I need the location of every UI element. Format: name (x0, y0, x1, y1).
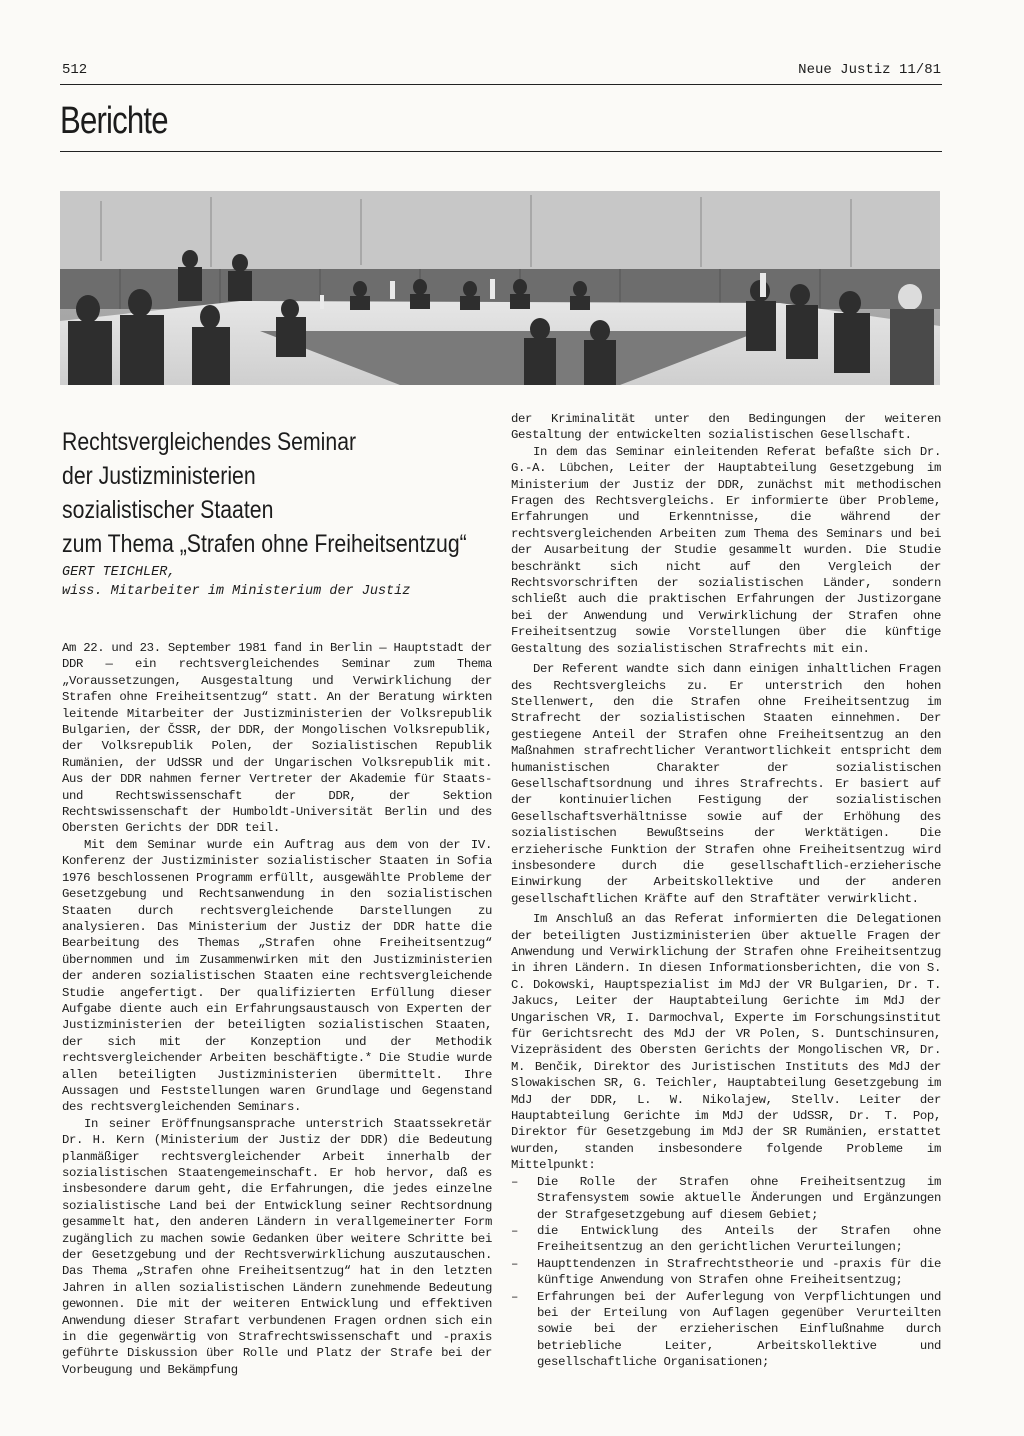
paragraph: In dem das Seminar einleitenden Referat befaßte sich Dr. G.-A. Lübchen, Leiter der Hauptabteilung Gesetzgebung im Ministerium der Justiz der DDR, zunächst mit methodischen Fragen des Rechtsvergleichs. Er informierte über Probleme, Erfahrungen und Erkenntnisse, die während der rechtsvergleichenden Arbeiten zum Thema des Seminars und bei der Ausarbeitung der Studie gesammelt wurden. Die Studie beschränkt sich nicht auf den Vergleich der Rechtsvorschriften der sozialistischen Länder, sondern schließt auch die praktischen Erfahrungen der Justizorgane bei der Anwendung und Verwirklichung der Strafen ohne Freiheitsentzug sowie Vorstellungen über die künftige Gestaltung des sozialistischen Strafrechts mit ein. (511, 444, 941, 656)
author-role: wiss. Mitarbeiter im Ministerium der Justiz (62, 584, 411, 599)
title-line: Rechtsvergleichendes Seminar (62, 428, 357, 456)
paragraph: Am 22. und 23. September 1981 fand in Berlin — Hauptstadt der DDR — ein rechtsvergleichendes Seminar zum Thema „Voraussetzungen, Ausgestaltung und Verwirklichung der Strafen ohne Freiheitsentzug“ statt. An der Beratung wirkten leitende Mitarbeiter der Justizministerien der Volksrepublik Bulgarien, der ČSSR, der DDR, der Mongolischen Volksrepublik, der Volksrepublik Polen, der Sozialistischen Republik Rumänien, der UdSSR und der Ungarischen Volksrepublik mit. Aus der DDR nahmen ferner Vertreter der Akademie für Staats- und Rechtswissenschaft der DDR, der Sektion Rechtswissenschaft der Humboldt-Universität Berlin und des Obersten Gerichts der DDR teil. (62, 641, 492, 836)
meeting-photo (60, 191, 940, 385)
paragraph: Mit dem Seminar wurde ein Auftrag aus dem von der IV. Konferenz der Justizminister sozialistischer Staaten in Sofia 1976 beschlossenen Programm erfüllt, ausgewählte Probleme der Gesetzgebung und Rechtsanwendung in den sozialistischen Staaten durch rechtsvergleichende Darstellungen zu analysieren. Das Ministerium der Justiz der DDR hatte die Bearbeitung des Themas „Strafen ohne Freiheitsentzug“ übernommen und im Zusammenwirken mit den Justizministerien der anderen sozialistischen Staaten eine rechtsvergleichende Studie angefertigt. Der qualifizierten Erfüllung dieser Aufgabe diente auch ein Erfahrungsaustausch von Experten der Justizministerien der beteiligten sozialistischen Staaten, der sich mit der Konzeption und der Methodik rechtsvergleichender Arbeiten beschäftigte.* Die Studie wurde allen beteiligten Justizministerien übermittelt. Ihre Aussagen und Feststellungen waren Grundlage und Gegenstand des rechtsvergleichenden Seminars. (62, 837, 492, 1115)
article-title (62, 425, 467, 561)
paragraph: der Kriminalität unter den Bedingungen der weiteren Gestaltung der entwickelten sozialistischen Gesellschaft. (511, 412, 941, 443)
list-item: – Haupttendenzen in Strafrechtstheorie und -praxis für die künftige Anwendung von Strafen ohne Freiheitsentzug; (511, 1256, 941, 1289)
journal-issue: Neue Justiz 11/81 (798, 62, 941, 78)
author-name: GERT TEICHLER, (62, 565, 176, 580)
page-number: 512 (62, 62, 88, 78)
author-block (62, 563, 482, 601)
paragraph: Im Anschluß an das Referat informierten die Delegationen der beteiligten Justizministerien über aktuelle Fragen der Anwendung und Verwirklichung der Strafen ohne Freiheitsentzug in ihren Ländern. In diesen Informationsberichten, die von S. C. Dokowski, Hauptspezialist im MdJ der VR Bulgarien, Dr. T. Jakucs, Leiter der Hauptabteilung Gerichte im MdJ der Ungarischen VR, I. Darmochval, Experte im Forschungsinstitut für Gerichtsrecht des MdJ der VR Polen, S. Duntschinsuren, Vizepräsident des Obersten Gerichts der Mongolischen VR, Dr. M. Benčik, Direktor des Juristischen Instituts des MdJ der Slowakischen SR, G. Teichler, Hauptabteilung Gesetzgebung im MdJ der DDR, L. W. Nikolajew, Stellv. Leiter der Hauptabteilung Gerichte im MdJ der UdSSR, Dr. T. Pop, Direktor für Gesetzgebung im MdJ der SR Rumänien, erstattet wurden, standen insbesondere folgende Probleme im Mittelpunkt: (511, 912, 941, 1173)
title-line: der Justizministerien (62, 462, 256, 490)
paragraph: In seiner Eröffnungsansprache unterstrich Staatssekretär Dr. H. Kern (Ministerium der Justiz der DDR) die Bedeutung planmäßiger rechtsvergleichender Arbeit innerhalb der sozialistischen Staatengemeinschaft. Er hob hervor, daß es insbesondere darum geht, die Erfahrungen, die jedes einzelne sozialistische Land bei der Entwicklung seiner Rechtsordnung gesammelt hat, den anderen Ländern in verallgemeinerter Form zugänglich zu machen sowie Gedanken über weitere Schritte bei der Gesetzgebung und der Rechtsverwirklichung auszutauschen. Das Thema „Strafen ohne Freiheitsentzug“ hat in den letzten Jahren in allen sozialistischen Ländern zunehmende Bedeutung gewonnen. Die mit der weiteren Entwicklung und effektiven Anwendung dieser Strafart verbundenen Fragen ordnen sich ein in die gegenwärtig von Strafrechtswissenschaft und -praxis geführte Diskussion über Rolle und Platz der Strafe bei der Vorbeugung und Bekämpfung (62, 1116, 492, 1377)
header-rule (60, 84, 942, 85)
list-item: – Die Rolle der Strafen ohne Freiheitsentzug im Strafensystem sowie aktuelle Änderungen und Ergänzungen der Strafgesetzgebung auf diesem Gebiet; (511, 1174, 941, 1223)
list-item: – die Entwicklung des Anteils der Strafen ohne Freiheitsentzug an den gerichtlichen Verurteilungen; (511, 1223, 941, 1256)
title-line: sozialistischer Staaten (62, 496, 274, 524)
text-column-left (62, 640, 492, 1378)
text-column-right (511, 411, 941, 1371)
paragraph: Der Referent wandte sich dann einigen inhaltlichen Fragen des Rechtsvergleichs zu. Er unterstrich den hohen Stellenwert, den die Strafen ohne Freiheitsentzug im Strafrecht der sozialistischen Staaten einnehmen. Der gestiegene Anteil der Strafen ohne Freiheitsentzug an den Maßnahmen strafrechtlicher Verantwortlichkeit entspricht dem humanistischen Charakter der sozialistischen Gesellschaftsordnung und ihres Strafrechts. Er basiert auf der kontinuierlichen Festigung der sozialistischen Gesellschaftsverhältnisse sowie auf der Erhöhung des sozialistischen Bewußtseins der Werktätigen. Die erzieherische Funktion der Strafen ohne Freiheitsentzug wird insbesondere durch die gesellschaftlich-erzieherische Einwirkung der Arbeitskollektive und der anderen gesellschaftlichen Kräfte auf den Straftäter verwirklicht. (511, 662, 941, 906)
section-heading: Berichte (60, 100, 168, 142)
list-item: – Erfahrungen bei der Auferlegung von Verpflichtungen und bei der Erteilung von Auflagen gegenüber Verurteilten sowie bei der erzieherischen Einflußnahme durch betriebliche Leiter, Arbeitskollektive und gesellschaftliche Organisationen; (511, 1289, 941, 1371)
title-line: zum Thema „Strafen ohne Freiheitsentzug“ (62, 530, 467, 558)
section-rule (60, 151, 942, 152)
problem-list (511, 1174, 941, 1371)
